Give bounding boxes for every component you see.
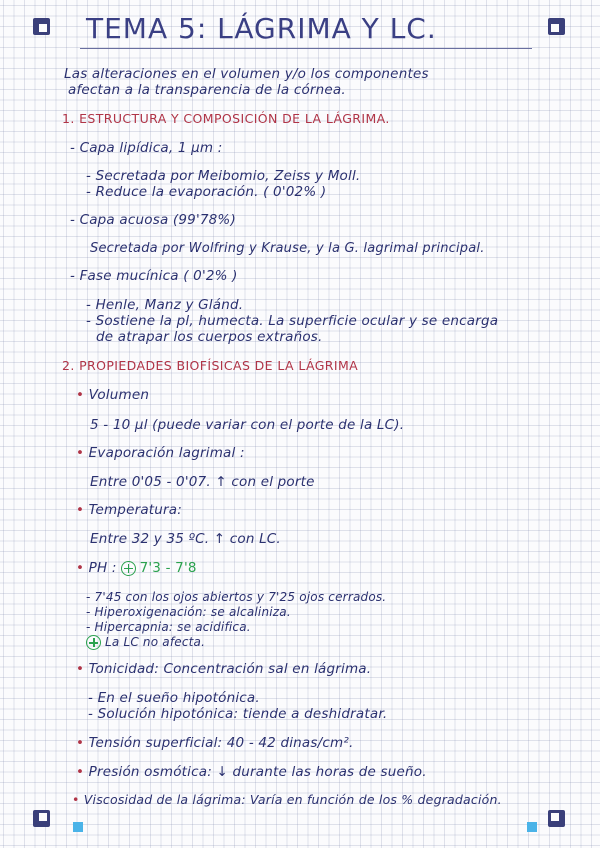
volume-item: • Volumen <box>76 387 150 403</box>
temperature-note: con LC. <box>229 531 281 547</box>
temperature-line-1 <box>90 531 281 547</box>
plus-circle-icon <box>121 561 136 576</box>
mucin-line-1: - Henle, Manz y Glánd. <box>86 297 244 313</box>
temperature-label: Temperatura: <box>88 502 183 518</box>
title-underline <box>80 48 532 49</box>
section-1-heading: 1. ESTRUCTURA Y COMPOSICIÓN DE LA LÁGRIMA. <box>62 111 390 126</box>
ph-line-2: - Hiperoxigenación: se alcaliniza. <box>86 605 291 619</box>
ph-line-1: - 7'45 con los ojos abiertos y 7'25 ojos cerrados. <box>86 590 387 604</box>
lipid-line-1: - Secretada por Meibomio, Zeiss y Moll. <box>86 168 361 184</box>
tonicity-item: • Tonicidad: Concentración sal en lágrima. <box>76 661 372 677</box>
corner-mark-bottom-right-icon <box>548 810 565 827</box>
ph-line-4 <box>86 635 205 650</box>
evaporation-note: con el porte <box>231 474 315 490</box>
pressure-item: • Presión osmótica: ↓ durante las horas de sueño. <box>76 764 427 780</box>
ph-item: • PH : 7'3 - 7'8 <box>76 560 197 576</box>
temperature-item: • Temperatura: <box>76 502 183 518</box>
section-2-heading: 2. PROPIEDADES BIOFÍSICAS DE LA LÁGRIMA <box>62 358 359 373</box>
mucin-line-2: - Sostiene la pl, humecta. La superficie ocular y se encarga <box>86 313 499 329</box>
blue-square-right-icon <box>527 822 537 832</box>
ph-range: 7'3 - 7'8 <box>139 560 197 576</box>
tension-item: • Tensión superficial: 40 - 42 dinas/cm². <box>76 735 354 751</box>
corner-mark-bottom-left-icon <box>33 810 50 827</box>
corner-mark-top-right-icon <box>548 18 565 35</box>
pressure-label: Presión osmótica: <box>88 764 212 780</box>
lipid-line-2: - Reduce la evaporación. ( 0'02% ) <box>86 184 327 200</box>
asterisk-circle-icon <box>86 635 101 650</box>
blue-square-left-icon <box>73 822 83 832</box>
page-title: TEMA 5: LÁGRIMA Y LC. <box>86 12 437 45</box>
evaporation-label: Evaporación lagrimal : <box>88 445 245 461</box>
temperature-range: Entre 32 y 35 ºC. <box>90 531 210 547</box>
up-arrow-icon: ↑ <box>215 474 227 490</box>
pressure-note: durante las horas de sueño. <box>232 764 427 780</box>
down-arrow-icon: ↓ <box>216 764 228 780</box>
tension-label: Tensión superficial: 40 - 42 dinas/cm². <box>88 735 354 751</box>
ph-note: La LC no afecta. <box>105 635 206 649</box>
volume-line-1: 5 - 10 µl (puede variar con el porte de la LC). <box>90 417 405 433</box>
evaporation-range: Entre 0'05 - 0'07. <box>90 474 211 490</box>
tonicity-line-1: - En el sueño hipotónica. <box>88 690 260 706</box>
corner-mark-top-left-icon <box>33 18 50 35</box>
mucin-label: - Fase mucínica ( 0'2% ) <box>70 268 238 284</box>
ph-label: PH : <box>88 560 117 576</box>
tonicity-label: Tonicidad: Concentración sal en lágrima. <box>88 661 372 677</box>
up-arrow-icon: ↑ <box>213 531 226 547</box>
viscosity-label: Viscosidad de la lágrima: Varía en función de los % degradación. <box>83 792 502 807</box>
ph-line-3: - Hipercapnia: se acidifica. <box>86 620 251 634</box>
aqueous-line-1: Secretada por Wolfring y Krause, y la G. lagrimal principal. <box>90 241 485 256</box>
lipid-label: - Capa lipídica, 1 µm : <box>70 140 223 156</box>
tonicity-line-2: - Solución hipotónica: tiende a deshidratar. <box>88 706 388 722</box>
volume-label: Volumen <box>88 387 150 403</box>
mucin-line-3: de atrapar los cuerpos extraños. <box>96 329 323 345</box>
viscosity-item: • Viscosidad de la lágrima: Varía en función de los % degradación. <box>72 792 502 807</box>
intro-line-1: Las alteraciones en el volumen y/o los componentes <box>64 66 429 82</box>
intro-line-2: afectan a la transparencia de la córnea. <box>68 82 346 98</box>
evaporation-item: • Evaporación lagrimal : <box>76 445 245 461</box>
aqueous-label: - Capa acuosa (99'78%) <box>70 212 236 228</box>
evaporation-line-1 <box>90 474 315 490</box>
